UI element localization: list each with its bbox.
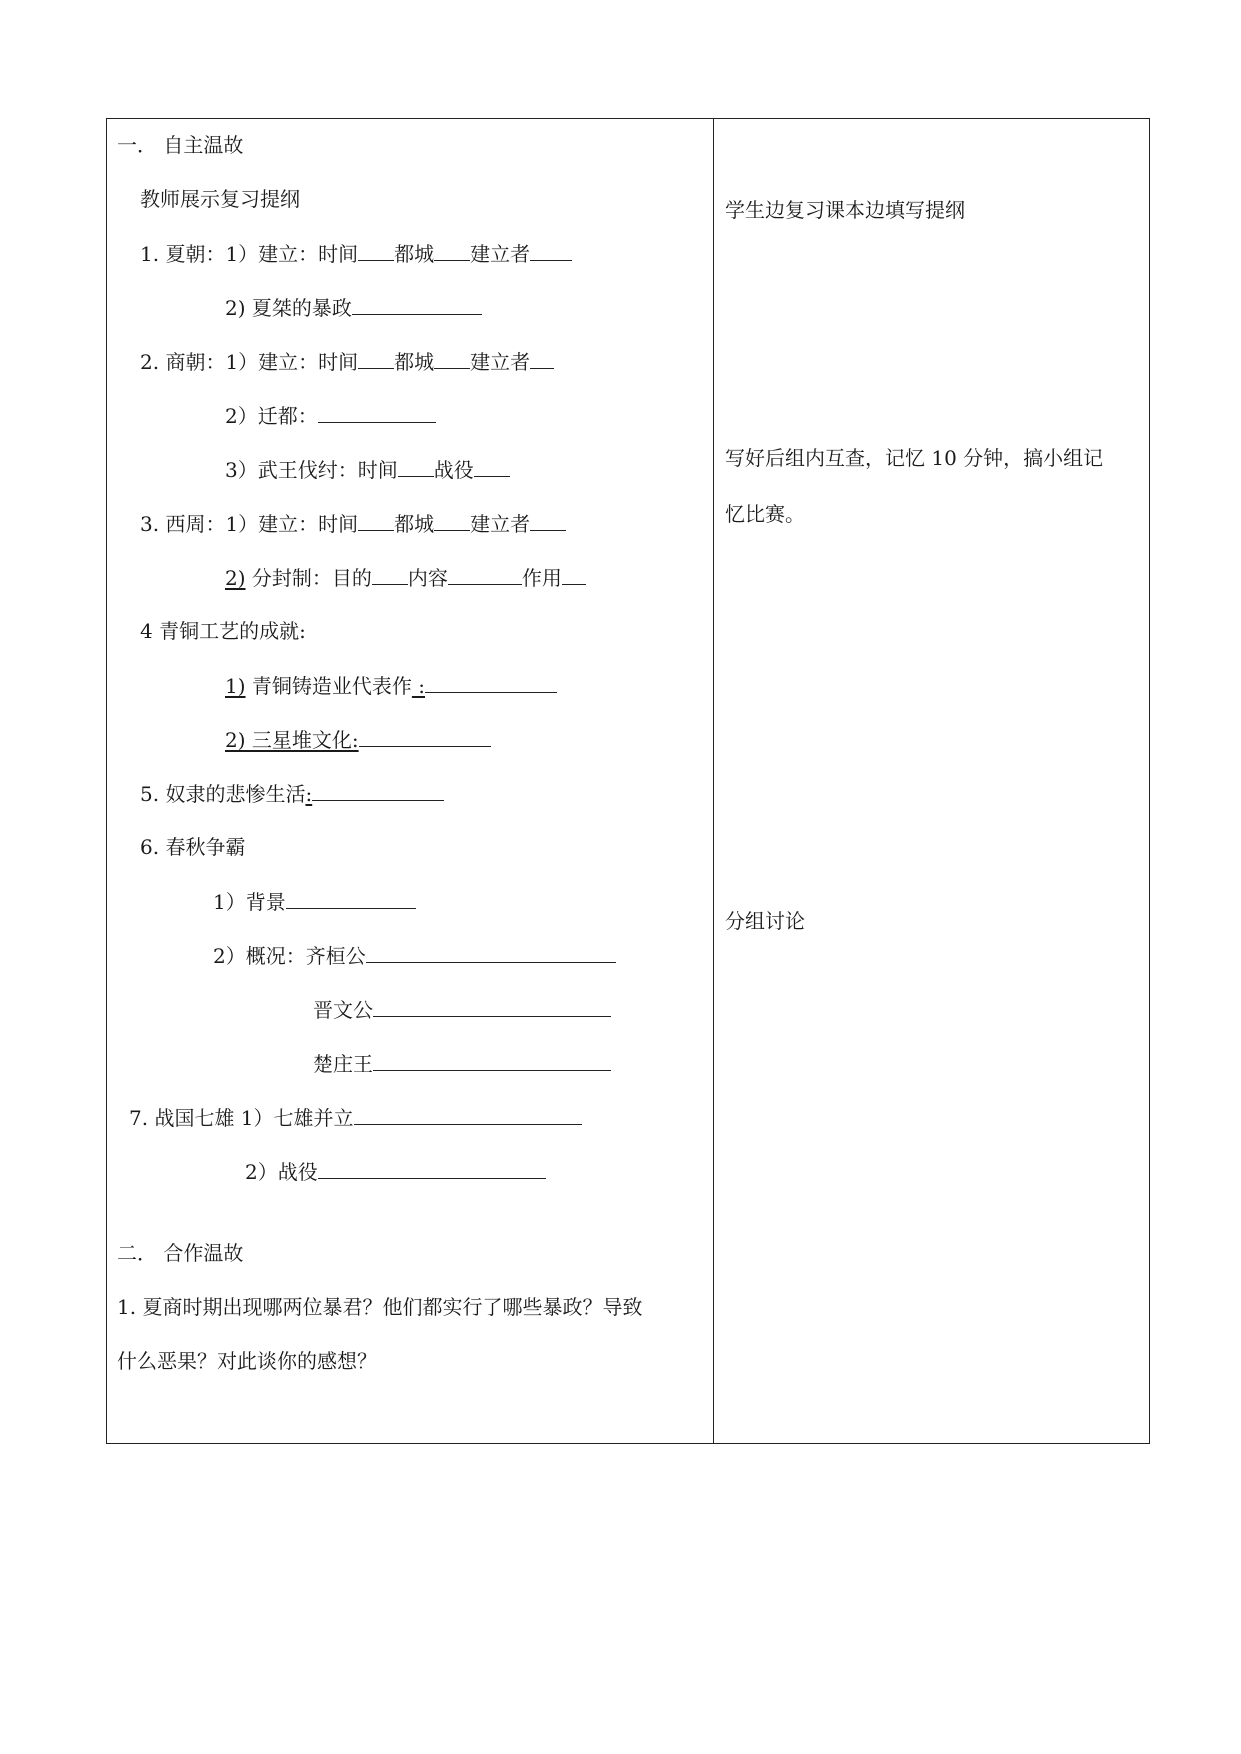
sanxingdui-line xyxy=(225,726,491,753)
xia-tyranny-line xyxy=(225,294,482,321)
section-2-heading: 二． 合作温故 xyxy=(117,1241,244,1265)
fill-blank[interactable] xyxy=(448,564,522,585)
lesson-plan-table xyxy=(106,118,1150,1444)
zhou-founding-label: 3. 西周：1）建立：时间 xyxy=(140,512,359,536)
shang-capital-move-line xyxy=(225,402,436,429)
spring-autumn-heading: 6. 春秋争霸 xyxy=(140,835,246,859)
xia-founder-label: 建立者 xyxy=(470,242,531,266)
fill-blank[interactable] xyxy=(354,1104,582,1125)
fill-blank[interactable] xyxy=(562,564,586,585)
fill-blank[interactable] xyxy=(373,1050,611,1071)
shang-founding-line xyxy=(140,348,554,375)
fill-blank[interactable] xyxy=(312,780,444,801)
fengjian-purpose-label: 分封制：目的 xyxy=(245,566,372,590)
fill-blank[interactable] xyxy=(358,348,394,369)
zhou-founder-label: 建立者 xyxy=(470,512,531,536)
group-check-note-line-1: 写好后组内互查，记忆 10 分钟，搞小组记 xyxy=(725,446,1104,470)
warring-states-line xyxy=(129,1104,582,1131)
xia-founding-label: 1. 夏朝：1）建立：时间 xyxy=(140,242,359,266)
bronze-masterpiece-label: 青铜铸造业代表作 xyxy=(245,674,412,698)
shang-founding-label: 2. 商朝：1）建立：时间 xyxy=(140,350,359,374)
bronze-masterpiece-colon: : xyxy=(411,674,425,698)
fill-blank[interactable] xyxy=(373,996,611,1017)
king-wu-battle-label: 战役 xyxy=(433,458,474,482)
xia-founding-line xyxy=(140,240,572,267)
jin-wen-label: 晋文公 xyxy=(313,998,373,1022)
fill-blank[interactable] xyxy=(425,672,557,693)
group-discussion-note: 分组讨论 xyxy=(725,909,805,933)
fill-blank[interactable] xyxy=(434,240,470,261)
spring-overview-label: 2）概况：齐桓公 xyxy=(213,944,366,968)
xia-capital-label: 都城 xyxy=(394,242,435,266)
fill-blank[interactable] xyxy=(318,402,436,423)
zhou-capital-label: 都城 xyxy=(394,512,435,536)
fill-blank[interactable] xyxy=(358,240,394,261)
fill-blank[interactable] xyxy=(358,510,394,531)
fill-blank[interactable] xyxy=(434,348,470,369)
bronze-masterpiece-number: 1) xyxy=(225,674,246,698)
warring-battles-label: 2）战役 xyxy=(245,1160,318,1184)
fill-blank[interactable] xyxy=(372,564,408,585)
group-check-note-line-2: 忆比赛。 xyxy=(725,502,805,526)
fengjian-line xyxy=(225,564,586,591)
slave-life-label: 5. 奴隶的悲惨生活 xyxy=(140,782,306,806)
xia-tyranny-label: 2) 夏桀的暴政 xyxy=(225,296,352,320)
column-divider xyxy=(713,119,714,1443)
jin-wen-line xyxy=(313,996,611,1023)
king-wu-line xyxy=(225,456,510,483)
fengjian-content-label: 内容 xyxy=(407,566,448,590)
sanxingdui-label: 2) 三星堆文化: xyxy=(225,728,359,752)
warring-battles-line xyxy=(245,1158,546,1185)
slave-life-line xyxy=(140,780,444,807)
zhou-founding-line xyxy=(140,510,566,537)
chu-zhuang-label: 楚庄王 xyxy=(313,1052,373,1076)
shang-capital-move-label: 2）迁都： xyxy=(225,404,318,428)
fengjian-number: 2) xyxy=(225,566,246,590)
spring-background-label: 1）背景 xyxy=(213,890,286,914)
fill-blank[interactable] xyxy=(434,510,470,531)
bronze-heading: 4 青铜工艺的成就: xyxy=(140,619,306,643)
fill-blank[interactable] xyxy=(474,456,510,477)
spring-overview-line xyxy=(213,942,616,969)
section-1-heading: 一． 自主温故 xyxy=(117,133,244,157)
fill-blank[interactable] xyxy=(286,888,416,909)
student-note: 学生边复习课本边填写提纲 xyxy=(725,198,965,222)
question-1-line-1: 1. 夏商时期出现哪两位暴君？他们都实行了哪些暴政？导致 xyxy=(117,1295,643,1319)
fill-blank[interactable] xyxy=(530,510,566,531)
shang-capital-label: 都城 xyxy=(394,350,435,374)
fill-blank[interactable] xyxy=(352,294,482,315)
king-wu-time-label: 3）武王伐纣：时间 xyxy=(225,458,398,482)
chu-zhuang-line xyxy=(313,1050,611,1077)
slave-life-colon: : xyxy=(305,782,313,806)
fill-blank[interactable] xyxy=(398,456,434,477)
spring-background-line xyxy=(213,888,416,915)
fill-blank[interactable] xyxy=(318,1158,546,1179)
bronze-masterpiece-line xyxy=(225,672,557,699)
fengjian-effect-label: 作用 xyxy=(521,566,562,590)
fill-blank[interactable] xyxy=(530,240,572,261)
teacher-outline-text: 教师展示复习提纲 xyxy=(140,187,300,211)
fill-blank[interactable] xyxy=(530,348,554,369)
fill-blank[interactable] xyxy=(366,942,616,963)
fill-blank[interactable] xyxy=(359,726,491,747)
warring-states-label: 7. 战国七雄 1）七雄并立 xyxy=(129,1106,354,1130)
question-1-line-2: 什么恶果？对此谈你的感想？ xyxy=(117,1349,377,1373)
shang-founder-label: 建立者 xyxy=(470,350,531,374)
